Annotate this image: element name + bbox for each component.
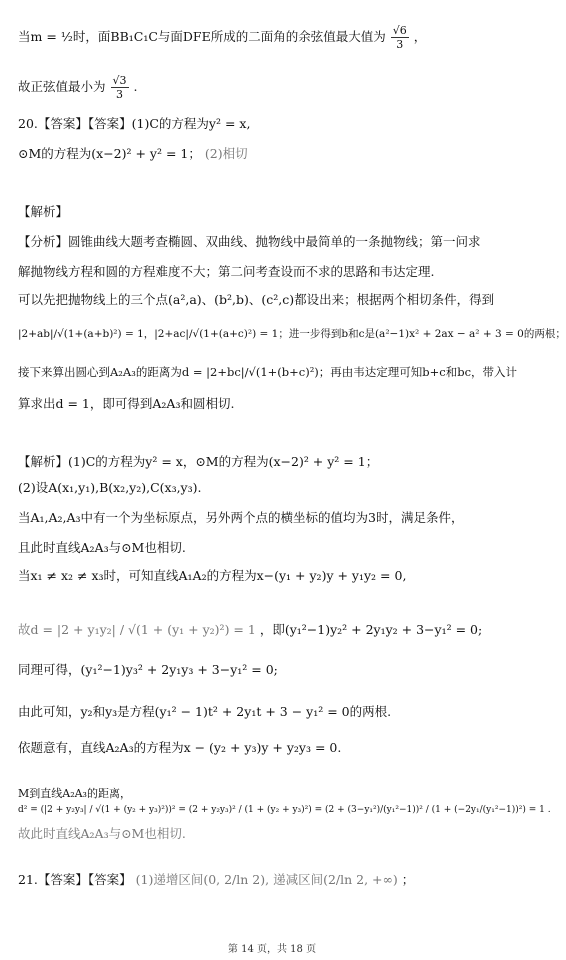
solution-line-10-formula (18, 802, 551, 818)
q20-answer (18, 146, 248, 162)
q21-end: ； (401, 872, 415, 887)
line-1-fraction: $\frac{√6}{3}$ (392, 24, 407, 51)
solution-line-7: 同理可得，(y₁²−1)y₃² + 2y₁y₃ + 3−y₁² = 0; (18, 662, 278, 677)
solution-10b: d² = (|2 + y₂y₃| / √(1 + (y₂ + y₃)²))² = (2 + y₂y₃)² / (1 + (y₂ + y₃)²) = (2 + (3−y₁²)/(y₁²−1))² / (1 + (−2y₁/(y₁²−1))²) = 1 (18, 805, 545, 815)
solution-6b: ，即(y₁²−1)y₂² + 2y₁y₂ + 3−y₁² = 0; (259, 622, 483, 637)
line-2-fraction: $\frac{√3}{3}$ (112, 74, 127, 101)
q20-answer-2: (2)相切 (204, 146, 248, 161)
solution-line-2: (2)设A(x₁,y₁),B(x₂,y₂),C(x₃,y₃). (18, 480, 202, 495)
line-1-text: 当m = ½时，面BB₁C₁C与面DFE所成的二面角的余弦值最大值为 (18, 29, 386, 44)
q21-answer: (1)递增区间(0, 2/ln 2), 递减区间(2/ln 2, +∞) (135, 872, 398, 887)
line-2-text: 故正弦值最小为 (18, 79, 106, 94)
fenxi-line-2: 解抛物线方程和圆的方程难度不大；第二问考查设而不求的思路和韦达定理. (18, 264, 435, 279)
line-1-end: ， (413, 29, 427, 44)
text-line-2 (18, 74, 137, 101)
solution-10a: M到直线A₂A₃的距离， (18, 787, 131, 800)
solution-line-8: 由此可知，y₂和y₃是方程(y₁² − 1)t² + 2y₁t + 3 − y₁² = 0的两根. (18, 704, 392, 719)
solution-line-1: 【解析】(1)C的方程为y² = x，⊙M的方程为(x−2)² + y² = 1； (18, 454, 379, 469)
text-line-1 (18, 24, 426, 51)
fenxi-line-6: 算求出d = 1，即可得到A₂A₃和圆相切. (18, 396, 235, 411)
fenxi-line-3: 可以先把抛物线上的三个点(a²,a)、(b²,b)、(c²,c)都设出来；根据两个相切条件，得到 (18, 292, 495, 307)
solution-line-3: 当A₁,A₂,A₃中有一个为坐标原点，另外两个点的横坐标的值均为3时，满足条件， (18, 510, 464, 525)
fenxi-line-5: 接下来算出圆心到A₂A₃的距离为d = |2+bc|/√(1+(b+c)²)；再由韦达定理可知b+c和bc，带入计 (18, 365, 518, 379)
solution-line-10 (18, 786, 131, 802)
q21-heading (18, 872, 414, 888)
solution-6a: 故d = |2 + y₁y₂| / √(1 + (y₁ + y₂)²) = 1 (18, 622, 256, 637)
q20-answer-1: ⊙M的方程为(x−2)² + y² = 1； (18, 146, 201, 161)
line-2-end: . (133, 79, 138, 94)
solution-line-4: 且此时直线A₂A₃与⊙M也相切. (18, 540, 186, 555)
jiexi-tag: 【解析】 (18, 204, 69, 219)
solution-line-9: 依题意有，直线A₂A₃的方程为x − (y₂ + y₃)y + y₂y₃ = 0. (18, 740, 342, 755)
fenxi-line-4: |2+ab|/√(1+(a+b)²) = 1，|2+ac|/√(1+(a+c)²) = 1；进一步得到b和c是(a²−1)x² + 2ax − a² + 3 = 0的两根； (18, 328, 566, 340)
solution-line-11: 故此时直线A₂A₃与⊙M也相切. (18, 826, 186, 841)
solution-line-6 (18, 622, 482, 638)
page-footer: 第 14 页，共 18 页 (227, 944, 317, 955)
q21-head: 21.【答案】【答案】 (18, 872, 132, 887)
q20-heading: 20.【答案】【答案】(1)C的方程为y² = x, (18, 116, 251, 131)
solution-10c: . (547, 805, 551, 815)
solution-line-5: 当x₁ ≠ x₂ ≠ x₃时，可知直线A₁A₂的方程为x−(y₁ + y₂)y + y₁y₂ = 0, (18, 568, 407, 583)
fenxi-line-1: 【分析】圆锥曲线大题考查椭圆、双曲线、抛物线中最简单的一条抛物线；第一问求 (18, 234, 481, 249)
